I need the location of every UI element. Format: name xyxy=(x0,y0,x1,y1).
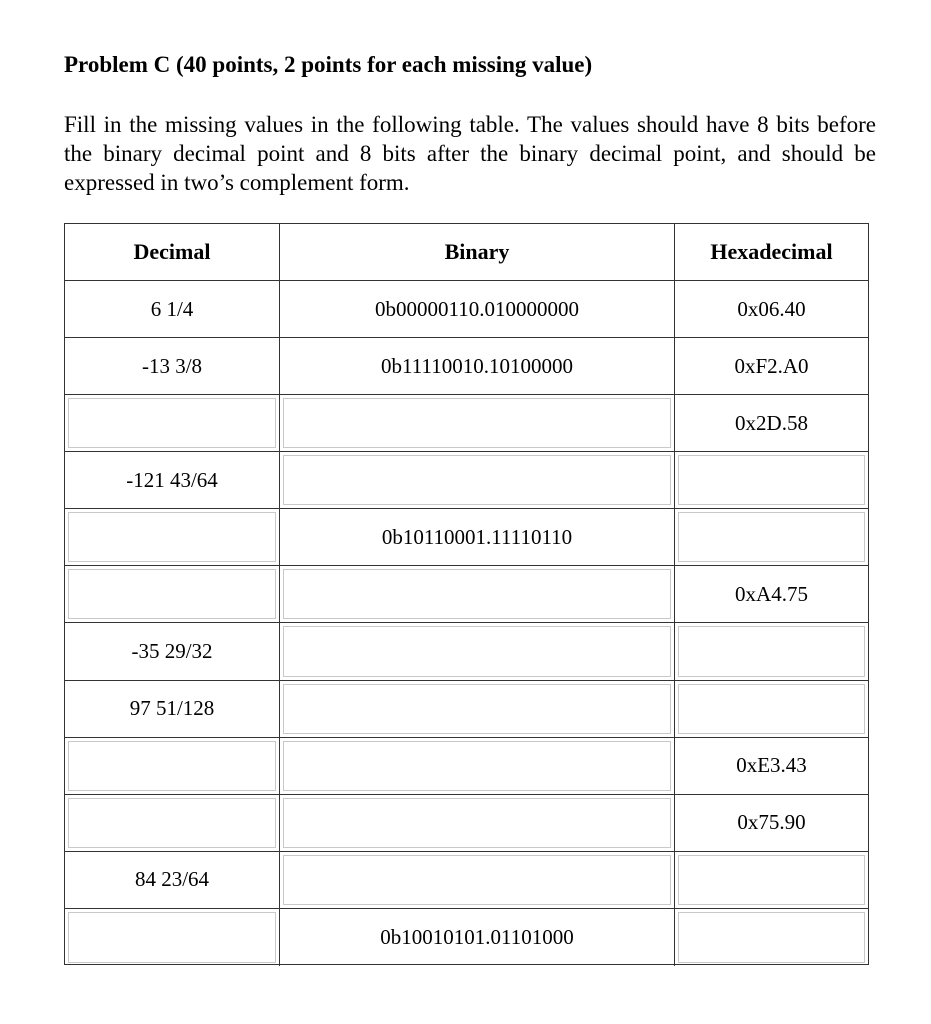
conversion-table xyxy=(64,223,869,965)
hexadecimal-blank-cell[interactable] xyxy=(675,509,868,566)
decimal-blank-cell[interactable] xyxy=(65,795,280,852)
hexadecimal-cell: 0x75.90 xyxy=(675,795,868,852)
binary-blank-cell[interactable] xyxy=(280,395,675,452)
binary-blank-cell[interactable] xyxy=(280,452,675,509)
binary-blank-cell[interactable] xyxy=(280,566,675,623)
header-binary: Binary xyxy=(280,224,675,281)
table-row xyxy=(65,338,868,395)
decimal-cell: 84 23/64 xyxy=(65,852,280,909)
table-row xyxy=(65,738,868,795)
hexadecimal-blank-cell[interactable] xyxy=(675,623,868,680)
hexadecimal-cell: 0xE3.43 xyxy=(675,738,868,795)
binary-cell: 0b10110001.11110110 xyxy=(280,509,675,566)
hexadecimal-blank-cell[interactable] xyxy=(675,852,868,909)
table-row xyxy=(65,909,868,966)
hexadecimal-blank-cell[interactable] xyxy=(675,681,868,738)
binary-cell: 0b10010101.01101000 xyxy=(280,909,675,966)
table-row xyxy=(65,509,868,566)
decimal-cell: -35 29/32 xyxy=(65,623,280,680)
decimal-cell: -121 43/64 xyxy=(65,452,280,509)
decimal-blank-cell[interactable] xyxy=(65,566,280,623)
decimal-blank-cell[interactable] xyxy=(65,395,280,452)
decimal-cell: -13 3/8 xyxy=(65,338,280,395)
table-row xyxy=(65,795,868,852)
table-row xyxy=(65,852,868,909)
problem-instructions: Fill in the missing values in the following table. The values should have 8 bits before the binary decimal point and 8 bits after the binary decimal point, and should be expressed in two’s complement form. xyxy=(64,112,876,195)
decimal-blank-cell[interactable] xyxy=(65,509,280,566)
table-row xyxy=(65,281,868,338)
binary-blank-cell[interactable] xyxy=(280,795,675,852)
hexadecimal-cell: 0xA4.75 xyxy=(675,566,868,623)
binary-blank-cell[interactable] xyxy=(280,681,675,738)
table-row xyxy=(65,623,868,680)
hexadecimal-cell: 0xF2.A0 xyxy=(675,338,868,395)
decimal-blank-cell[interactable] xyxy=(65,738,280,795)
header-hexadecimal: Hexadecimal xyxy=(675,224,868,281)
hexadecimal-blank-cell[interactable] xyxy=(675,452,868,509)
problem-title: Problem C (40 points, 2 points for each missing value) xyxy=(64,52,593,77)
binary-blank-cell[interactable] xyxy=(280,623,675,680)
binary-blank-cell[interactable] xyxy=(280,738,675,795)
binary-cell: 0b11110010.10100000 xyxy=(280,338,675,395)
hexadecimal-cell: 0x2D.58 xyxy=(675,395,868,452)
decimal-cell: 6 1/4 xyxy=(65,281,280,338)
hexadecimal-cell: 0x06.40 xyxy=(675,281,868,338)
binary-blank-cell[interactable] xyxy=(280,852,675,909)
decimal-blank-cell[interactable] xyxy=(65,909,280,966)
table-row xyxy=(65,681,868,738)
table-header-row xyxy=(65,224,868,281)
binary-cell: 0b00000110.010000000 xyxy=(280,281,675,338)
table-row xyxy=(65,452,868,509)
hexadecimal-blank-cell[interactable] xyxy=(675,909,868,966)
header-decimal: Decimal xyxy=(65,224,280,281)
decimal-cell: 97 51/128 xyxy=(65,681,280,738)
table-row xyxy=(65,566,868,623)
table-row xyxy=(65,395,868,452)
